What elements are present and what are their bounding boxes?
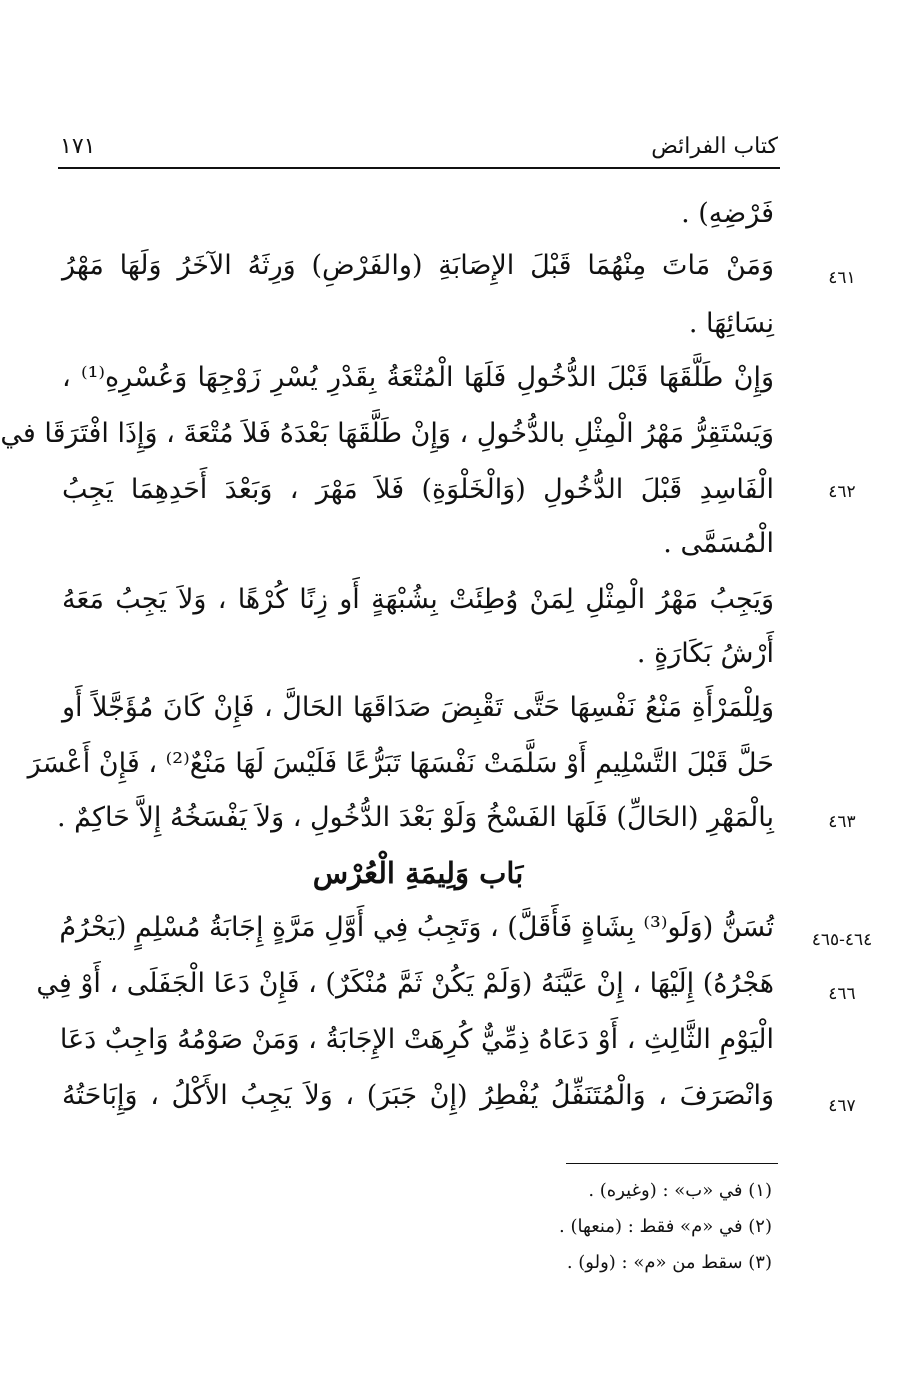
- margin-number: ٤٦٤-٤٦٥: [811, 930, 873, 950]
- text-line: بِالْمَهْرِ (الحَالِّ) فَلَهَا الفَسْخُ وَلَوْ بَعْدَ الدُّخُولِ ، وَلاَ يَفْسَخُهُ إِلاَّ حَاكِمٌ .: [56, 802, 774, 833]
- text-line: الْفَاسِدِ قَبْلَ الدُّخُولِ (وَالْخَلْوَةِ) فَلاَ مَهْرَ ، وَبَعْدَ أَحَدِهِمَا يَجِبُ: [62, 474, 774, 505]
- text-line: تُسَنُّ (وَلَو⁽³⁾ بِشَاةٍ فَأَقَلَّ) ، وَتَجِبُ فِي أَوَّلِ مَرَّةٍ إِجَابَةُ مُسْلِمٍ (يَحْرُمُ: [59, 912, 774, 943]
- text-line: فَرْضِهِ) .: [681, 198, 774, 229]
- text-line: وَلِلْمَرْأَةِ مَنْعُ نَفْسِهَا حَتَّى تَقْبِضَ صَدَاقَهَا الحَالَّ ، فَإِنْ كَانَ مُؤَجَّلاً أَو: [62, 692, 774, 723]
- text-line: وَيَسْتَقِرُّ مَهْرُ الْمِثْلِ بالدُّخُولِ ، وَإِنْ طَلَّقَهَا بَعْدَهُ فَلاَ مُتْعَةَ ، وَإِذَا افْتَرَقَا في: [0, 418, 774, 449]
- margin-number: ٤٦١: [828, 268, 856, 288]
- header-rule: [58, 167, 780, 169]
- page-number: ١٧١: [60, 133, 96, 159]
- margin-number: ٤٦٧: [828, 1096, 856, 1116]
- text-line: الْمُسَمَّى .: [663, 528, 774, 559]
- footnote-rule: [566, 1163, 778, 1164]
- text-line: أَرْشُ بَكَارَةٍ .: [636, 638, 774, 669]
- footnote: (٣) سقط من «م» : (ولو) .: [566, 1252, 772, 1273]
- text-line: وَإِنْ طَلَّقَهَا قَبْلَ الدُّخُولِ فَلَهَا الْمُتْعَةُ بِقَدْرِ يُسْرِ زَوْجِهَا وَعُسْرِهِ⁽¹⁾ ،: [62, 362, 774, 393]
- footnote: (١) في «ب» : (وغيره) .: [588, 1180, 772, 1201]
- margin-number: ٤٦٦: [828, 984, 856, 1004]
- text-line: هَجْرُهُ) إِلَيْهَا ، إِنْ عَيَّنَهُ (وَلَمْ يَكُنْ ثَمَّ مُنْكَرٌ) ، فَإِنْ دَعَا الْجَفَلَى ، أَوْ فِي: [36, 968, 774, 999]
- book-title: كتاب الفرائض: [651, 133, 778, 159]
- chapter-heading: بَاب وَلِيمَةِ الْعُرْس: [312, 856, 524, 890]
- text-line: حَلَّ قَبْلَ التَّسْلِيمِ أَوْ سَلَّمَتْ نَفْسَهَا تَبَرُّعًا فَلَيْسَ لَهَا مَنْعٌ⁽²⁾ ، فَإِنْ أَعْسَرَ: [27, 748, 774, 779]
- footnote: (٢) في «م» فقط : (منعها) .: [559, 1216, 772, 1237]
- text-line: وَيَجِبُ مَهْرُ الْمِثْلِ لِمَنْ وُطِئَتْ بِشُبْهَةٍ أَو زِنًا كُرْهًا ، وَلاَ يَجِبُ مَعَهُ: [62, 584, 774, 615]
- margin-number: ٤٦٣: [828, 812, 856, 832]
- text-line: وَمَنْ مَاتَ مِنْهُمَا قَبْلَ الإِصَابَةِ (والفَرْضِ) وَرِثَهُ الآخَرُ وَلَهَا مَهْرُ: [62, 250, 774, 281]
- margin-number: ٤٦٢: [828, 482, 856, 502]
- page-header: [60, 126, 778, 166]
- text-line: وَانْصَرَفَ ، وَالْمُتَنَفِّلُ يُفْطِرُ (إِنْ جَبَرَ) ، وَلاَ يَجِبُ الأَكْلُ ، وَإِبَاحَتُهُ: [62, 1080, 774, 1111]
- text-line: نِسَائِهَا .: [688, 308, 774, 339]
- text-line: الْيَوْمِ الثَّالِثِ ، أَوْ دَعَاهُ ذِمِّيٌّ كُرِهَتْ الإِجَابَةُ ، وَمَنْ صَوْمُهُ وَاجِبٌ دَعَا: [59, 1024, 774, 1055]
